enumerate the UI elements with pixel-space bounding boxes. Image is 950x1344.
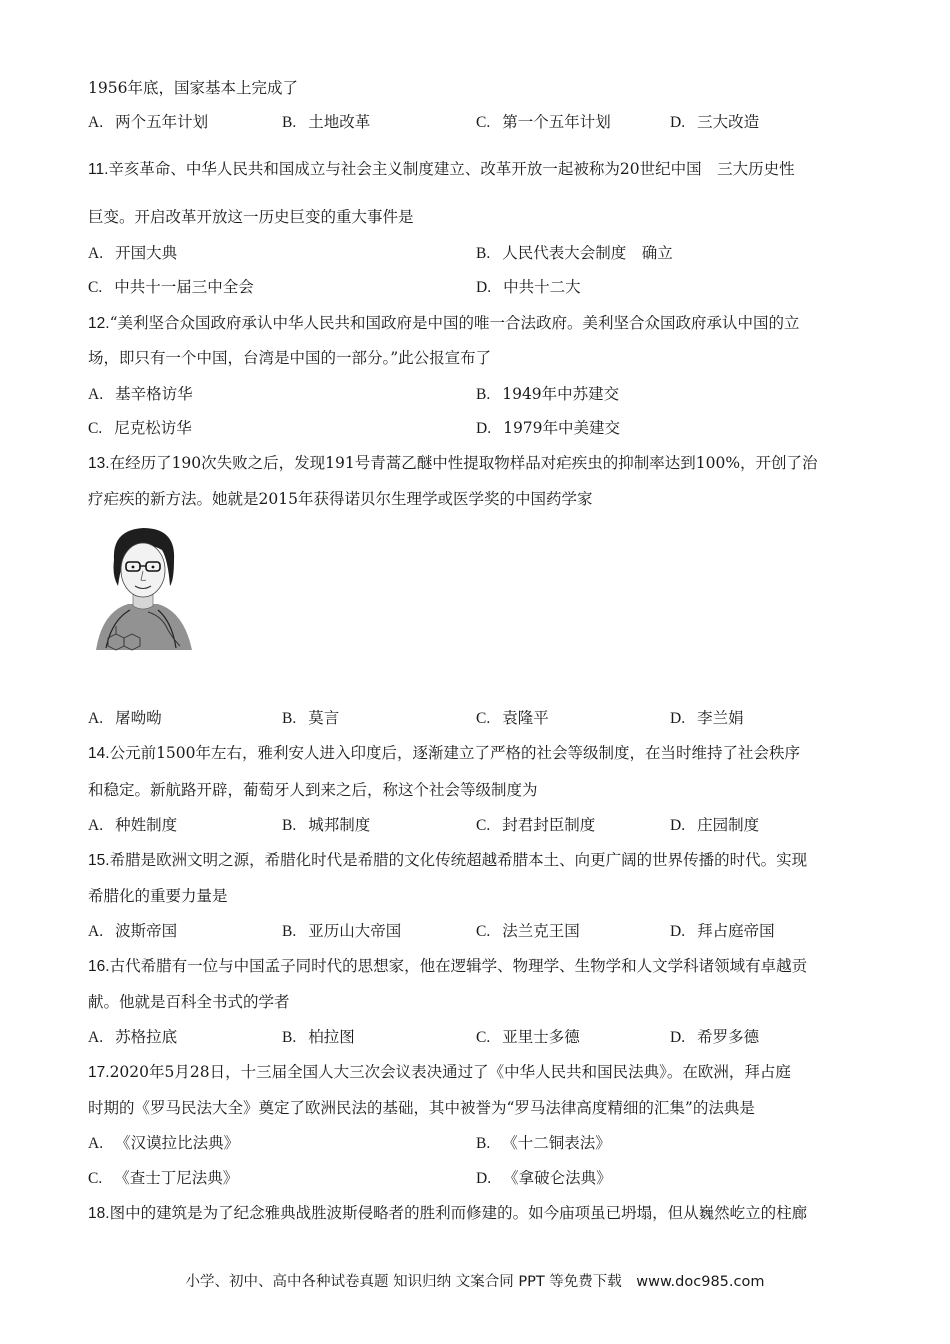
question-10-text: 1956年底，国家基本上完成了 xyxy=(88,79,298,97)
option-c[interactable]: C. 封君封臣制度 xyxy=(476,816,596,834)
question-14-line-1: 14.公元前1500年左右，雅利安人进入印度后，逐渐建立了严格的社会等级制度，在当时维持了社会秩序 xyxy=(88,744,801,762)
question-13-line-2: 疗疟疾的新方法。她就是2015年获得诺贝尔生理学或医学奖的中国药学家 xyxy=(88,490,593,508)
question-18-line-1: 18.图中的建筑是为了纪念雅典战胜波斯侵略者的胜利而修建的。如今庙项虽已坍塌，但从巍然屹立的柱廊 xyxy=(88,1204,808,1222)
option-c[interactable]: C. 袁隆平 xyxy=(476,709,549,727)
portrait-image xyxy=(88,520,198,660)
option-c[interactable]: C. 法兰克王国 xyxy=(476,922,580,940)
option-c[interactable]: C. 亚里士多德 xyxy=(476,1028,580,1046)
option-b[interactable]: B. 《十二铜表法》 xyxy=(476,1134,611,1152)
option-d[interactable]: D. 庄园制度 xyxy=(670,816,760,834)
option-d[interactable]: D. 李兰娟 xyxy=(670,709,744,727)
question-11-line-1: 11.辛亥革命、中华人民共和国成立与社会主义制度建立、改革开放一起被称为20世纪中国 三大历史性 xyxy=(88,160,795,178)
option-d[interactable]: D. 拜占庭帝国 xyxy=(670,922,775,940)
option-d[interactable]: D. 三大改造 xyxy=(670,113,760,131)
question-number: 14. xyxy=(88,745,110,762)
question-number: 17. xyxy=(88,1064,110,1081)
option-d[interactable]: D. 希罗多德 xyxy=(670,1028,760,1046)
question-17-line-1: 17.2020年5月28日，十三届全国人大三次会议表决通过了《中华人民共和国民法典》。在欧洲，拜占庭 xyxy=(88,1063,791,1081)
option-b[interactable]: B. 土地改革 xyxy=(282,113,371,131)
option-b[interactable]: B. 柏拉图 xyxy=(282,1028,355,1046)
question-number: 11. xyxy=(88,161,109,178)
option-a[interactable]: A. 《汉谟拉比法典》 xyxy=(88,1134,240,1152)
option-b[interactable]: B. 1949年中苏建交 xyxy=(476,385,620,403)
question-15-line-2: 希腊化的重要力量是 xyxy=(88,887,228,905)
option-d[interactable]: D. 中共十二大 xyxy=(476,278,581,296)
question-17-line-2: 时期的《罗马民法大全》奠定了欧洲民法的基础，其中被誉为“罗马法律高度精细的汇集”的法典是 xyxy=(88,1099,755,1117)
question-number: 12. xyxy=(88,315,110,332)
option-a[interactable]: A. 种姓制度 xyxy=(88,816,178,834)
option-a[interactable]: A. 基辛格访华 xyxy=(88,385,193,403)
question-14-line-2: 和稳定。新航路开辟，葡萄牙人到来之后，称这个社会等级制度为 xyxy=(88,781,538,799)
question-number: 15. xyxy=(88,852,110,869)
option-d[interactable]: D. 《拿破仑法典》 xyxy=(476,1169,612,1187)
option-c[interactable]: C. 第一个五年计划 xyxy=(476,113,611,131)
question-number: 16. xyxy=(88,958,110,975)
option-b[interactable]: B. 莫言 xyxy=(282,709,340,727)
question-13-line-1: 13.在经历了190次失败之后，发现191号青蒿乙醚中性提取物样品对疟疾虫的抑制率达到100%，开创了治 xyxy=(88,454,818,472)
question-16-line-2: 献。他就是百科全书式的学者 xyxy=(88,993,290,1011)
question-12-line-1: 12.“美利坚合众国政府承认中华人民共和国政府是中国的唯一合法政府。美利坚合众国政府承认中国的立 xyxy=(88,314,800,332)
page-footer: 小学、初中、高中各种试卷真题 知识归纳 文案合同 PPT 等免费下载 www.doc985.com xyxy=(185,1274,765,1290)
question-15-line-1: 15.希腊是欧洲文明之源，希腊化时代是希腊的文化传统超越希腊本土、向更广阔的世界传播的时代。实现 xyxy=(88,851,808,869)
question-16-line-1: 16.古代希腊有一位与中国孟子同时代的思想家，他在逻辑学、物理学、生物学和人文学科诸领域有卓越贡 xyxy=(88,957,808,975)
option-c[interactable]: C. 《查士丁尼法典》 xyxy=(88,1169,239,1187)
option-a[interactable]: A. 苏格拉底 xyxy=(88,1028,178,1046)
question-12-line-2: 场，即只有一个中国，台湾是中国的一部分。”此公报宣布了 xyxy=(88,349,492,367)
option-d[interactable]: D. 1979年中美建交 xyxy=(476,419,621,437)
question-11-line-2: 巨变。开启改革开放这一历史巨变的重大事件是 xyxy=(88,208,414,226)
option-b[interactable]: B. 城邦制度 xyxy=(282,816,371,834)
option-a[interactable]: A. 波斯帝国 xyxy=(88,922,178,940)
question-10-stem xyxy=(88,78,298,98)
option-b[interactable]: B. 人民代表大会制度 确立 xyxy=(476,244,673,262)
option-a[interactable]: A. 屠呦呦 xyxy=(88,709,162,727)
option-b[interactable]: B. 亚历山大帝国 xyxy=(282,922,402,940)
option-c[interactable]: C. 尼克松访华 xyxy=(88,419,192,437)
option-a[interactable]: A. 两个五年计划 xyxy=(88,113,209,131)
question-number: 13. xyxy=(88,455,110,472)
option-a[interactable]: A. 开国大典 xyxy=(88,244,178,262)
question-number: 18. xyxy=(88,1205,110,1222)
option-c[interactable]: C. 中共十一届三中全会 xyxy=(88,278,254,296)
